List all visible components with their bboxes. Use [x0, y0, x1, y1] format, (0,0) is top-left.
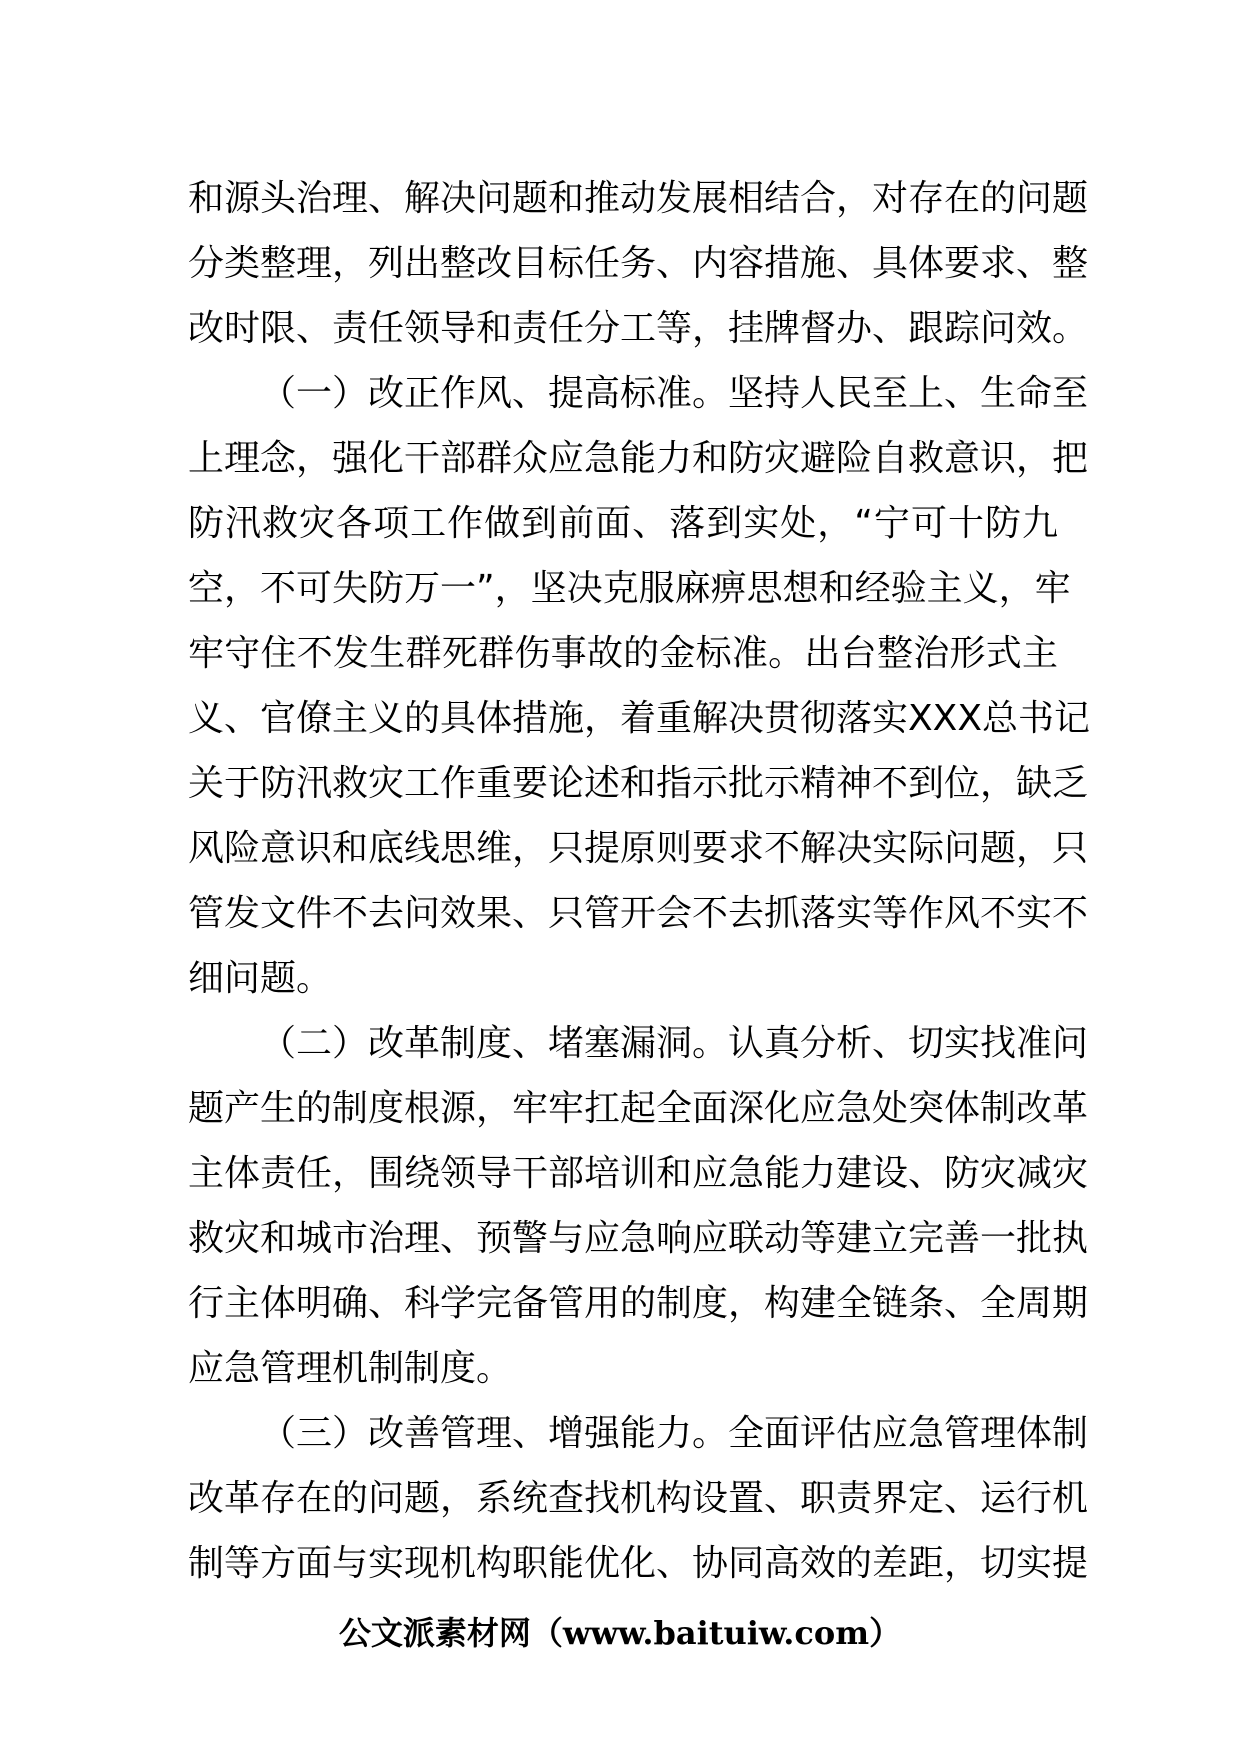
- paragraph-section-2: [188, 1011, 1089, 1401]
- text-line: 风险意识和底线思维，只提原则要求不解决实际问题，只: [188, 828, 1089, 869]
- text-line: 题产生的制度根源，牢牢扛起全面深化应急处突体制改革: [188, 1088, 1089, 1129]
- text-line: 牢守住不发生群死群伤事故的金标准。出台整治形式主: [188, 633, 1058, 674]
- section-heading-line: （二）改革制度、堵塞漏洞。认真分析、切实找准问: [260, 1023, 1089, 1064]
- text-line: 细问题。: [188, 958, 333, 999]
- text-line: 应急管理机制制度。: [188, 1348, 513, 1389]
- text-line: 主体责任，围绕领导干部培训和应急能力建设、防灾减灾: [188, 1153, 1089, 1194]
- text-line: 管发文件不去问效果、只管开会不去抓落实等作风不实不: [188, 893, 1089, 934]
- text-line: 关于防汛救灾工作重要论述和指示批示精神不到位，缺乏: [188, 763, 1089, 804]
- document-body: [188, 166, 1090, 1596]
- text-line: 制等方面与实现机构职能优化、协同高效的差距，切实提: [188, 1543, 1089, 1584]
- paragraph-section-1: [188, 361, 1090, 1011]
- text-line: 和源头治理、解决问题和推动发展相结合，对存在的问题: [188, 178, 1089, 219]
- text-line: 义、官僚主义的具体措施，着重解决贯彻落实XXX总书记: [188, 698, 1090, 739]
- text-line: 上理念，强化干部群众应急能力和防灾避险自救意识，把: [188, 438, 1089, 479]
- section-heading-line: （三）改善管理、增强能力。全面评估应急管理体制: [260, 1413, 1089, 1454]
- paragraph-continuation: [188, 166, 1089, 361]
- text-line: 救灾和城市治理、预警与应急响应联动等建立完善一批执: [188, 1218, 1089, 1259]
- text-line: 行主体明确、科学完备管用的制度，构建全链条、全周期: [188, 1283, 1089, 1324]
- text-line: 空，不可失防万一”，坚决克服麻痹思想和经验主义，牢: [188, 568, 1071, 609]
- paragraph-section-3: [188, 1401, 1089, 1596]
- text-line: 改革存在的问题，系统查找机构设置、职责界定、运行机: [188, 1478, 1089, 1519]
- text-line: 改时限、责任领导和责任分工等，挂牌督办、跟踪问效。: [188, 308, 1089, 349]
- section-heading-line: （一）改正作风、提高标准。坚持人民至上、生命至: [260, 373, 1089, 414]
- text-line: 防汛救灾各项工作做到前面、落到实处，“宁可十防九: [188, 503, 1058, 544]
- footer-watermark-text: 公文派素材网（www.baituiw.com）: [338, 1614, 902, 1652]
- text-line: 分类整理，列出整改目标任务、内容措施、具体要求、整: [188, 243, 1089, 284]
